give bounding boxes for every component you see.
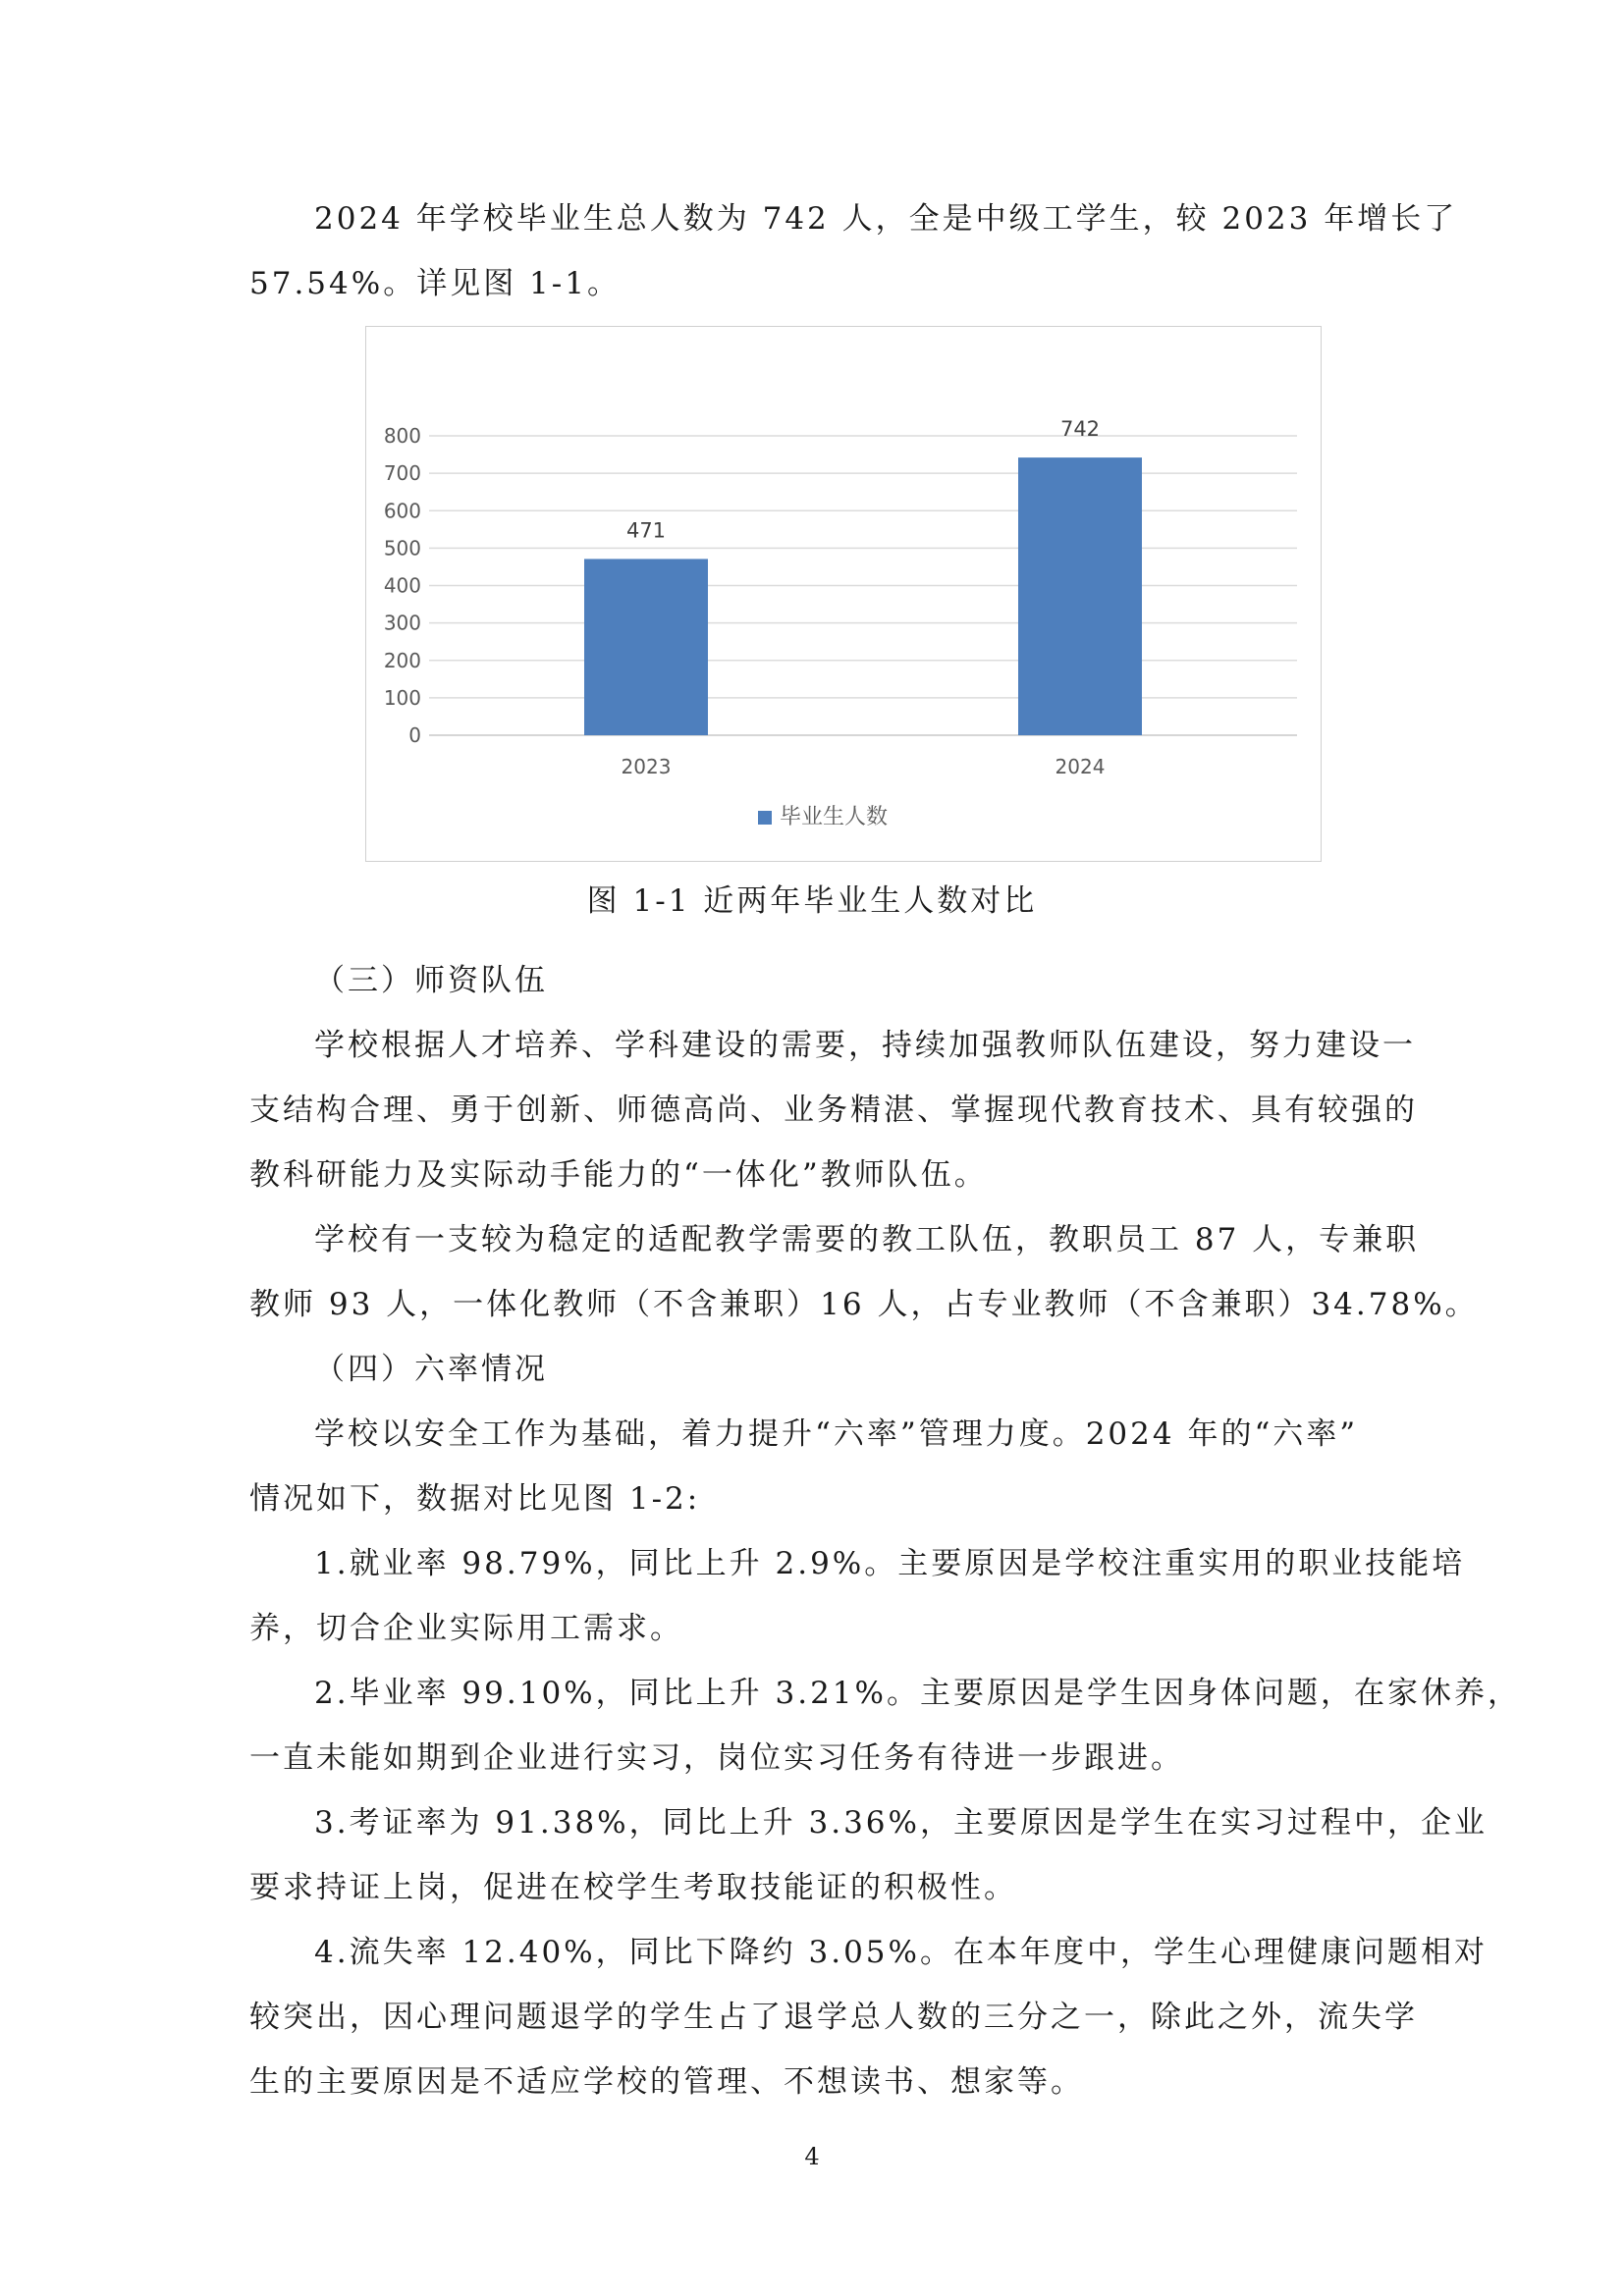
text-line: 1.就业率 98.79%，同比上升 2.9%。主要原因是学校注重实用的职业技能培 <box>314 1546 1466 1581</box>
x-tick-label: 2023 <box>621 755 672 778</box>
y-tick-label: 500 <box>383 536 421 561</box>
section-heading-six-rates: （四）六率情况 <box>314 1352 548 1387</box>
text-line: 学校有一支较为稳定的适配教学需要的教工队伍，教职员工 87 人，专兼职 <box>314 1222 1420 1257</box>
y-tick-label: 0 <box>408 723 421 747</box>
text-line: 要求持证上岗，促进在校学生考取技能证的积极性。 <box>249 1870 1017 1905</box>
text-line: 教科研能力及实际动手能力的“一体化”教师队伍。 <box>249 1157 988 1193</box>
data-label: 471 <box>625 518 667 543</box>
bar-2023 <box>584 559 708 735</box>
figure-caption: 图 1-1 近两年毕业生人数对比 <box>586 883 1038 919</box>
graduation-rate-item <box>249 1661 1521 1790</box>
bar-2024 <box>1018 457 1142 735</box>
text-line: 较突出，因心理问题退学的学生占了退学总人数的三分之一，除此之外，流失学 <box>249 2000 1418 2035</box>
text-line: 学校以安全工作为基础，着力提升“六率”管理力度。2024 年的“六率” <box>314 1416 1359 1452</box>
legend-swatch <box>758 811 772 825</box>
text-line: 57.54%。详见图 1-1。 <box>249 266 621 301</box>
x-tick-label: 2024 <box>1055 755 1106 778</box>
data-label: 742 <box>1059 417 1101 442</box>
y-tick-label: 400 <box>383 573 421 598</box>
certification-rate-item <box>249 1790 1488 1920</box>
teachers-paragraph-1 <box>249 1013 1418 1207</box>
page-number: 4 <box>804 2143 820 2170</box>
y-tick-label: 600 <box>383 499 421 523</box>
y-tick-label: 300 <box>383 611 421 635</box>
intro-paragraph <box>249 187 1458 316</box>
chart-canvas <box>366 327 1323 863</box>
text-line: 2024 年学校毕业生总人数为 742 人，全是中级工学生，较 2023 年增长了 <box>314 201 1458 237</box>
dropout-rate-item <box>249 1920 1488 2114</box>
section-heading-teachers: （三）师资队伍 <box>314 963 548 998</box>
text-line: 3.考证率为 91.38%，同比上升 3.36%，主要原因是学生在实习过程中，企业 <box>314 1805 1488 1841</box>
legend-label: 毕业生人数 <box>780 805 889 829</box>
text-line: 情况如下，数据对比见图 1-2: <box>249 1481 701 1517</box>
six-rates-intro <box>249 1402 1383 1531</box>
y-tick-label: 700 <box>383 461 421 486</box>
employment-rate-item <box>249 1531 1466 1661</box>
teachers-paragraph-2 <box>249 1207 1479 1337</box>
text-line: 养，切合企业实际用工需求。 <box>249 1611 683 1646</box>
y-tick-label: 800 <box>383 424 421 448</box>
y-tick-label: 200 <box>383 648 421 672</box>
text-line: 学校根据人才培养、学科建设的需要，持续加强教师队伍建设，努力建设一 <box>314 1028 1416 1063</box>
text-line: 教师 93 人，一体化教师（不含兼职）16 人，占专业教师（不含兼职）34.78%。 <box>249 1287 1479 1322</box>
text-line: 一直未能如期到企业进行实习，岗位实习任务有待进一步跟进。 <box>249 1740 1184 1776</box>
text-line: 4.流失率 12.40%，同比下降约 3.05%。在本年度中，学生心理健康问题相对 <box>314 1935 1488 1970</box>
graduates-bar-chart <box>365 326 1322 862</box>
y-tick-label: 100 <box>383 685 421 710</box>
text-line: 生的主要原因是不适应学校的管理、不想读书、想家等。 <box>249 2064 1084 2100</box>
text-line: 2.毕业率 99.10%，同比上升 3.21%。主要原因是学生因身体问题，在家休养， <box>314 1676 1521 1711</box>
text-line: 支结构合理、勇于创新、师德高尚、业务精湛、掌握现代教育技术、具有较强的 <box>249 1093 1418 1128</box>
